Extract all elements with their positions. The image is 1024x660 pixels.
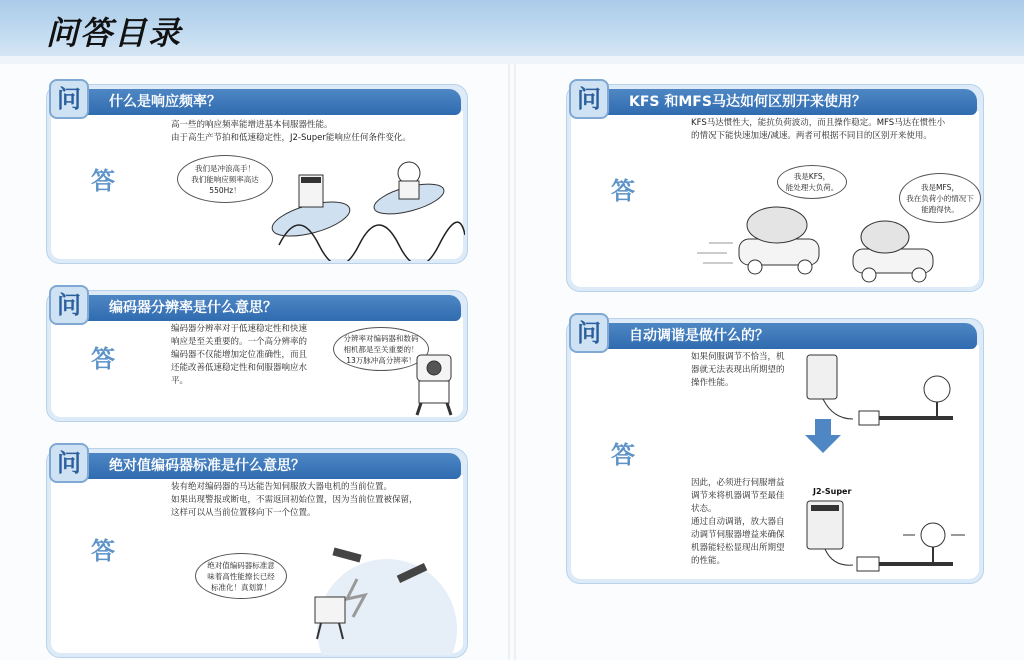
answer-line: KFS马达惯性大，能抗负荷波动，而且操作稳定。MFS马达在惯性小 xyxy=(691,118,946,128)
question-badge: 问 xyxy=(49,285,89,325)
question-text: 绝对值编码器标准是什么意思？ xyxy=(109,458,305,474)
question-badge: 问 xyxy=(49,79,89,119)
answer-line: 这样可以从当前位置移向下一个位置。 xyxy=(171,508,316,518)
bubble-line: 13万脉冲高分辨率！ xyxy=(346,355,416,365)
answer-text-problem xyxy=(691,351,811,390)
qa-card-kfs-mfs-motors xyxy=(566,84,984,292)
answer-line: 的性能。 xyxy=(691,556,726,566)
header-strip xyxy=(0,56,1024,64)
bubble-line: 我是MFS， xyxy=(921,182,959,192)
question-bar xyxy=(57,449,461,479)
speech-bubble xyxy=(195,553,287,599)
bubble-line: 550Hz！ xyxy=(209,185,241,195)
answer-line: 编码器分辨率对于低速稳定性和快速 xyxy=(171,324,308,334)
question-text: 什么是响应频率？ xyxy=(109,94,221,110)
answer-line: 装有绝对编码器的马达能告知伺服放大器电机的当前位置。 xyxy=(171,482,393,492)
answer-text xyxy=(171,481,461,520)
answer-text xyxy=(171,119,461,145)
answer-line: 响应是至关重要的。一个高分辨率的 xyxy=(171,337,308,347)
question-text: 自动调谐是做什么的？ xyxy=(629,328,769,344)
bubble-line: 分辨率对编码器和数码 xyxy=(343,333,419,343)
answer-line: 机器能轻松显现出所期望 xyxy=(691,543,785,553)
bubble-line: 味着高性能擦长已经 xyxy=(207,571,275,581)
bubble-line: 我在负荷小的情况下 xyxy=(906,193,974,203)
answer-label: 答 xyxy=(91,345,115,373)
page-title: 问答目录 xyxy=(46,14,183,52)
bubble-line: 标准化！真划算！ xyxy=(211,582,271,592)
surfing-motors-illustration xyxy=(269,155,465,261)
question-bar xyxy=(577,319,977,349)
racing-cars-illustration xyxy=(697,193,957,289)
answer-line: 调节来将机器调节至最佳 xyxy=(691,491,785,501)
satellite-globe-illustration xyxy=(277,539,463,655)
answer-line: 由于高生产节拍和低速稳定性，J2-Super能响应任何条件变化。 xyxy=(171,133,411,143)
bubble-line: 我们是冲浪高手！ xyxy=(195,163,255,173)
question-badge: 问 xyxy=(569,313,609,353)
answer-line: 动调节伺服器增益来确保 xyxy=(691,530,785,540)
camera-motor-illustration xyxy=(403,351,463,417)
answer-line: 器就无法表现出所期望的 xyxy=(691,365,785,375)
answer-text xyxy=(691,117,981,143)
answer-label: 答 xyxy=(91,167,115,195)
bubble-line: 我们能响应频率高达 xyxy=(191,174,259,184)
answer-line: 状态。 xyxy=(691,504,717,514)
answer-label: 答 xyxy=(91,537,115,565)
qa-card-response-frequency xyxy=(46,84,468,264)
answer-text-solution xyxy=(691,477,811,568)
answer-label: 答 xyxy=(611,177,635,205)
down-arrow-icon xyxy=(803,419,843,455)
bubble-line: 相机都是至关重要的！ xyxy=(343,344,419,354)
answer-line: 如果伺服调节不恰当，机 xyxy=(691,352,785,362)
product-label: J2-Super xyxy=(813,487,852,496)
speech-bubble xyxy=(177,155,273,203)
answer-label: 答 xyxy=(611,441,635,469)
answer-line: 编码器不仅能增加定位准确性，而且 xyxy=(171,350,308,360)
question-badge: 问 xyxy=(569,79,609,119)
bubble-line: 能处理大负荷。 xyxy=(785,183,839,192)
answer-line: 高一些的响应频率能增进基本伺服器性能。 xyxy=(171,120,333,130)
qa-card-encoder-resolution xyxy=(46,290,468,422)
answer-line: 因此，必须进行伺服增益 xyxy=(691,478,785,488)
page-spine xyxy=(508,0,516,660)
question-bar xyxy=(57,291,461,321)
bubble-line: 绝对值编码器标准意 xyxy=(207,560,275,570)
question-bar xyxy=(57,85,461,115)
bubble-line: 能跑得快。 xyxy=(921,204,959,214)
answer-line: 通过自动调谐，放大器自 xyxy=(691,517,785,527)
qa-card-absolute-encoder xyxy=(46,448,468,658)
tuned-machine-illustration xyxy=(803,499,973,579)
question-bar xyxy=(577,85,977,115)
question-text: 编码器分辨率是什么意思？ xyxy=(109,300,277,316)
answer-line: 的情况下能快速加速/减速。两者可根据不同目的区别开来使用。 xyxy=(691,131,932,141)
answer-line: 还能改善低速稳定性和伺服器响应水 xyxy=(171,363,308,373)
question-badge: 问 xyxy=(49,443,89,483)
answer-text xyxy=(171,323,321,388)
answer-line: 操作性能。 xyxy=(691,378,734,388)
qa-card-auto-tuning xyxy=(566,318,984,584)
answer-line: 如果出现警报或断电，不需返回初始位置，因为当前位置被保留， xyxy=(171,495,418,505)
question-text: KFS 和MFS马达如何区别开来使用？ xyxy=(629,94,866,110)
answer-line: 平。 xyxy=(171,376,189,386)
bubble-line: 我是KFS， xyxy=(793,172,831,181)
